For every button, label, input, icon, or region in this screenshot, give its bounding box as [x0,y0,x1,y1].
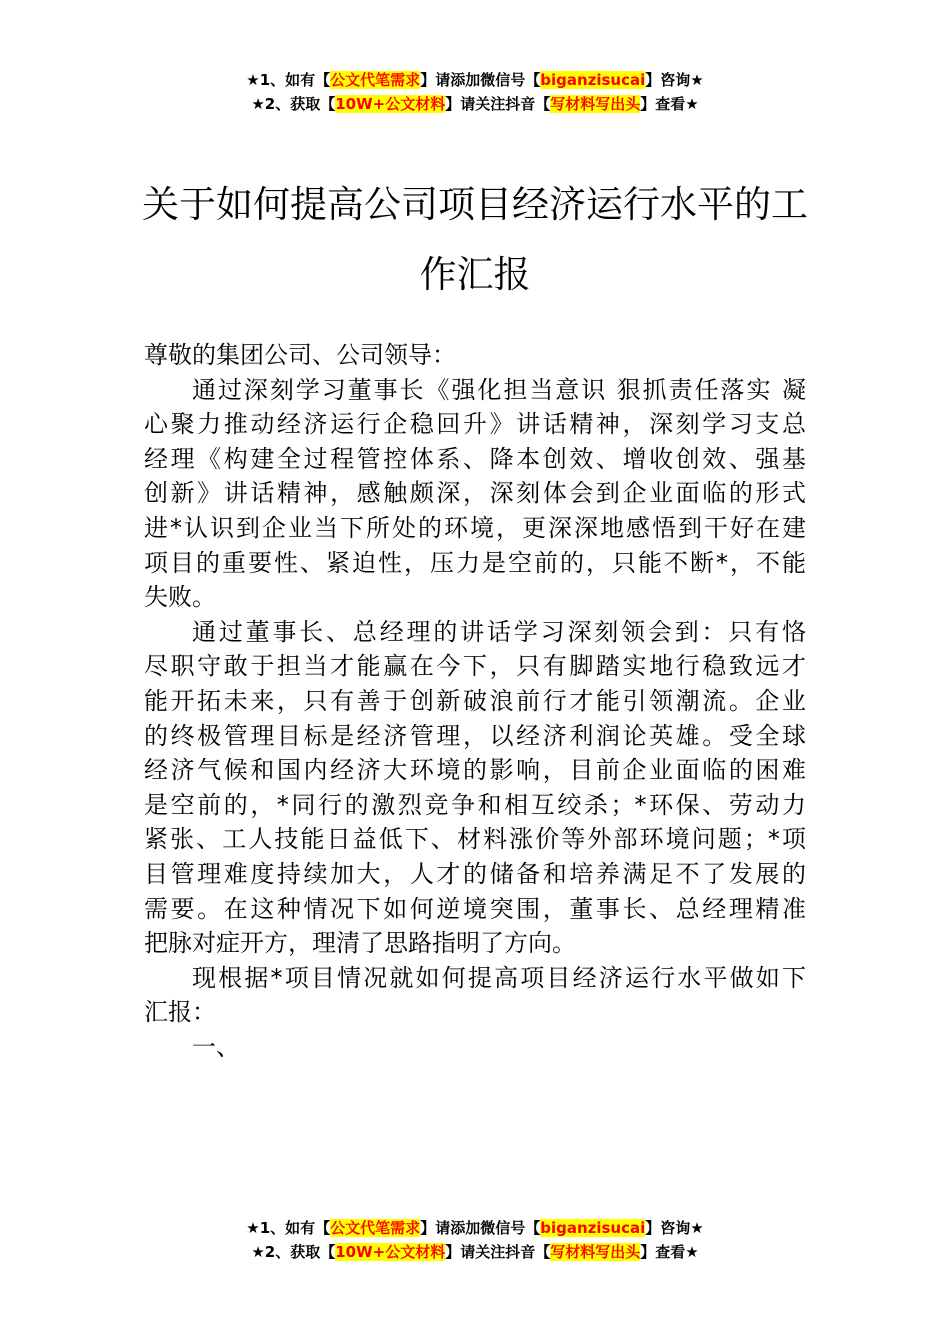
title-line-2: 作汇报 [419,253,531,296]
header-banner [0,68,950,116]
paragraph-2 [144,615,806,961]
paragraph-line: 失败。 [144,583,216,612]
salutation: 尊敬的集团公司、公司领导： [144,341,456,369]
document-body [144,338,806,1064]
banner-line-2: ★2、获取【10W+公文材料】请关注抖音【写材料写出头】查看★ [251,95,699,113]
paragraph-line: 尽职守敢于担当才能赢在今下，只有脚踏实地行稳致远才 [144,652,806,681]
paragraph-line: 现根据*项目情况就如何提高项目经济运行水平做如下 [192,963,806,992]
paragraph-line: 创新》讲话精神，感触颇深，深刻体会到企业面临的形式 [144,479,806,508]
paragraph-line: 需要。在这种情况下如何逆境突围，董事长、总经理精准 [144,894,806,923]
paragraph-line: 心聚力推动经济运行企稳回升》讲话精神，深刻学习支总 [144,410,806,439]
document-title [0,170,950,310]
paragraph-line: 项目的重要性、紧迫性，压力是空前的，只能不断*，不能 [144,548,806,577]
banner-line-1: ★1、如有【公文代笔需求】请添加微信号【biganzisucai】咨询★ [246,1219,704,1237]
paragraph-line: 的终极管理目标是经济管理，以经济利润论英雄。受全球 [144,721,806,750]
paragraph-line: 紧张、工人技能日益低下、材料涨价等外部环境问题；*项 [144,825,806,854]
highlight-service: 公文代笔需求 [330,1219,421,1237]
highlight-wechat-id: biganzisucai [540,71,646,89]
highlight-materials: 10W+公文材料 [335,1243,446,1261]
paragraph-1 [144,373,806,615]
banner-line-1: ★1、如有【公文代笔需求】请添加微信号【biganzisucai】咨询★ [246,71,704,89]
paragraph-line: 经济气候和国内经济大环境的影响，目前企业面临的困难 [144,756,806,785]
highlight-wechat-id: biganzisucai [540,1219,646,1237]
section-number: 一、 [192,1032,240,1061]
section-heading-1 [144,1030,806,1065]
paragraph-line: 能开拓未来，只有善于创新破浪前行才能引领潮流。企业 [144,686,806,715]
highlight-douyin: 写材料写出头 [550,1243,641,1261]
banner-line-2: ★2、获取【10W+公文材料】请关注抖音【写材料写出头】查看★ [251,1243,699,1261]
paragraph-3 [144,961,806,1030]
footer-banner [0,1216,950,1264]
title-line-1: 关于如何提高公司项目经济运行水平的工 [142,183,808,226]
highlight-douyin: 写材料写出头 [550,95,641,113]
paragraph-line: 把脉对症开方，理清了思路指明了方向。 [144,929,576,958]
paragraph-line: 通过董事长、总经理的讲话学习深刻领会到：只有恪 [192,617,806,646]
paragraph-line: 目管理难度持续加大，人才的储备和培养满足不了发展的 [144,859,806,888]
paragraph-line: 经理《构建全过程管控体系、降本创效、增收创效、强基 [144,444,806,473]
highlight-service: 公文代笔需求 [330,71,421,89]
highlight-materials: 10W+公文材料 [335,95,446,113]
paragraph-line: 是空前的，*同行的激烈竞争和相互绞杀；*环保、劳动力 [144,790,806,819]
paragraph-line: 汇报： [144,998,216,1027]
paragraph-line: 进*认识到企业当下所处的环境，更深深地感悟到干好在建 [144,513,806,542]
paragraph-line: 通过深刻学习董事长《强化担当意识 狠抓责任落实 凝 [192,375,806,404]
